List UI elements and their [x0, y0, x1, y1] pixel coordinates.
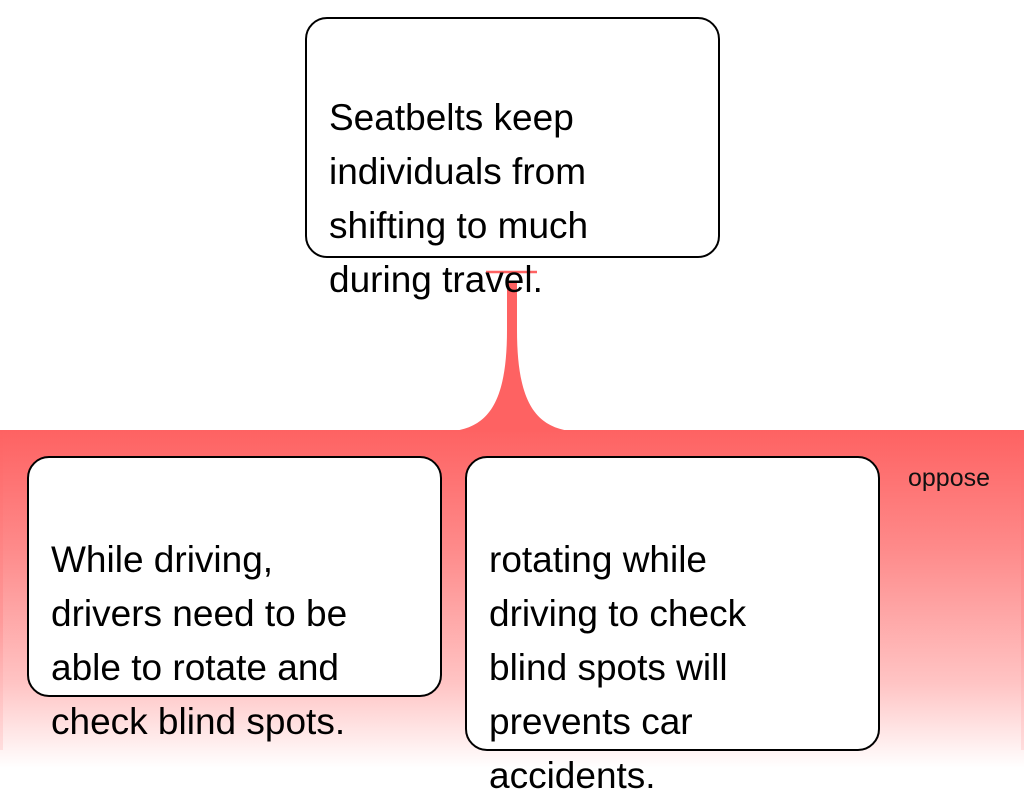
premise-text-2: rotating while driving to check blind spots will prevents car accidents. [489, 539, 747, 796]
premise-node-2[interactable] [465, 456, 880, 796]
claim-text: Seatbelts keep individuals from shifting to much during travel. [329, 97, 589, 300]
premise-text-1: While driving, drivers need to be able to rotate and check blind spots. [51, 539, 348, 742]
premise-node-1[interactable] [27, 456, 442, 742]
claim-node[interactable] [305, 17, 720, 300]
oppose-label: oppose [908, 464, 991, 492]
